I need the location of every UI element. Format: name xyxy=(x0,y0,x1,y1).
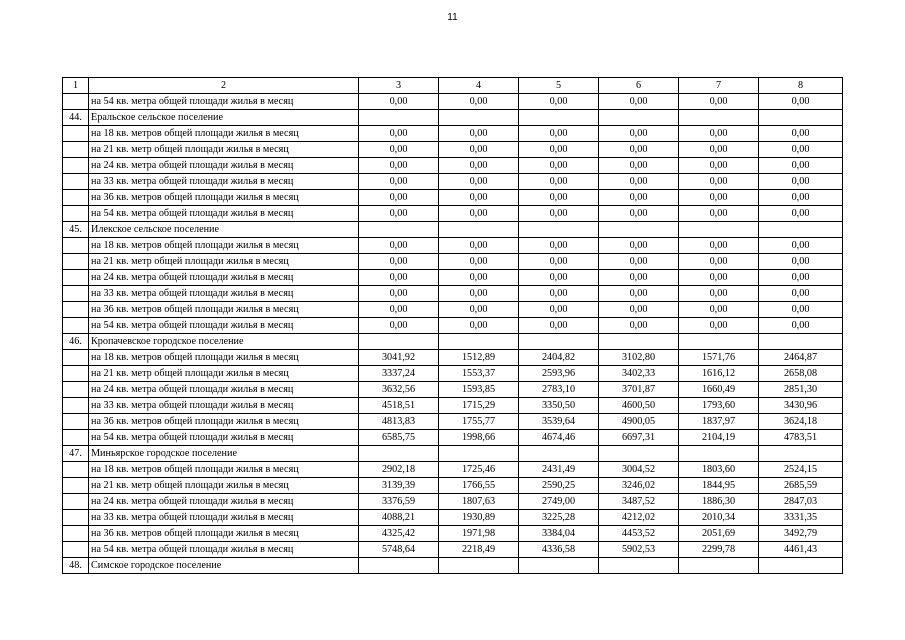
value-cell: 0,00 xyxy=(439,174,519,190)
header-cell: 4 xyxy=(439,78,519,94)
value-cell: 0,00 xyxy=(599,126,679,142)
value-cell: 0,00 xyxy=(359,302,439,318)
value-cell: 0,00 xyxy=(519,126,599,142)
section-row xyxy=(63,222,843,238)
section-number: 46. xyxy=(63,334,89,350)
value-cell: 3624,18 xyxy=(759,414,843,430)
value-cell: 1803,60 xyxy=(679,462,759,478)
empty-cell xyxy=(599,222,679,238)
value-cell: 0,00 xyxy=(439,126,519,142)
value-cell: 0,00 xyxy=(759,158,843,174)
value-cell: 6585,75 xyxy=(359,430,439,446)
value-cell: 2749,00 xyxy=(519,494,599,510)
value-cell: 3402,33 xyxy=(599,366,679,382)
value-cell: 1755,77 xyxy=(439,414,519,430)
value-cell: 3632,56 xyxy=(359,382,439,398)
empty-cell xyxy=(359,334,439,350)
row-label: на 36 кв. метров общей площади жилья в месяц xyxy=(89,526,359,542)
value-cell: 3004,52 xyxy=(599,462,679,478)
header-cell: 8 xyxy=(759,78,843,94)
value-cell: 0,00 xyxy=(519,286,599,302)
value-cell: 0,00 xyxy=(759,94,843,110)
value-cell: 0,00 xyxy=(599,158,679,174)
value-cell: 4813,83 xyxy=(359,414,439,430)
row-number-cell xyxy=(63,126,89,142)
value-cell: 0,00 xyxy=(599,94,679,110)
value-cell: 0,00 xyxy=(439,158,519,174)
row-number-cell xyxy=(63,318,89,334)
value-cell: 3337,24 xyxy=(359,366,439,382)
value-cell: 0,00 xyxy=(359,254,439,270)
value-cell: 2524,15 xyxy=(759,462,843,478)
empty-cell xyxy=(519,446,599,462)
value-cell: 2902,18 xyxy=(359,462,439,478)
value-cell: 2851,30 xyxy=(759,382,843,398)
row-number-cell xyxy=(63,398,89,414)
empty-cell xyxy=(599,110,679,126)
value-cell: 3102,80 xyxy=(599,350,679,366)
row-label: на 54 кв. метра общей площади жилья в месяц xyxy=(89,318,359,334)
row-number-cell xyxy=(63,190,89,206)
section-row xyxy=(63,334,843,350)
empty-cell xyxy=(359,110,439,126)
section-title: Еральское сельское поселение xyxy=(89,110,359,126)
row-label: на 18 кв. метров общей площади жилья в месяц xyxy=(89,350,359,366)
empty-cell xyxy=(679,222,759,238)
row-number-cell xyxy=(63,94,89,110)
empty-cell xyxy=(759,446,843,462)
value-cell: 4088,21 xyxy=(359,510,439,526)
value-cell: 0,00 xyxy=(439,270,519,286)
empty-cell xyxy=(759,222,843,238)
value-cell: 0,00 xyxy=(759,254,843,270)
value-cell: 0,00 xyxy=(359,270,439,286)
table-row xyxy=(63,238,843,254)
value-cell: 0,00 xyxy=(519,158,599,174)
value-cell: 0,00 xyxy=(759,190,843,206)
value-cell: 5902,53 xyxy=(599,542,679,558)
value-cell: 0,00 xyxy=(439,254,519,270)
empty-cell xyxy=(439,334,519,350)
value-cell: 0,00 xyxy=(519,238,599,254)
value-cell: 0,00 xyxy=(439,302,519,318)
table-row xyxy=(63,398,843,414)
tariff-table xyxy=(62,77,843,574)
table-row xyxy=(63,462,843,478)
row-label: на 36 кв. метров общей площади жилья в месяц xyxy=(89,302,359,318)
header-row xyxy=(63,78,843,94)
value-cell: 0,00 xyxy=(519,270,599,286)
row-label: на 21 кв. метр общей площади жилья в месяц xyxy=(89,254,359,270)
value-cell: 1930,89 xyxy=(439,510,519,526)
row-number-cell xyxy=(63,174,89,190)
table-row xyxy=(63,142,843,158)
value-cell: 3376,59 xyxy=(359,494,439,510)
value-cell: 2590,25 xyxy=(519,478,599,494)
row-number-cell xyxy=(63,382,89,398)
value-cell: 0,00 xyxy=(359,158,439,174)
value-cell: 3701,87 xyxy=(599,382,679,398)
row-label: на 33 кв. метра общей площади жилья в месяц xyxy=(89,174,359,190)
value-cell: 0,00 xyxy=(359,190,439,206)
row-label: на 36 кв. метров общей площади жилья в месяц xyxy=(89,414,359,430)
table-row xyxy=(63,542,843,558)
value-cell: 4600,50 xyxy=(599,398,679,414)
row-label: на 21 кв. метр общей площади жилья в месяц xyxy=(89,142,359,158)
row-number-cell xyxy=(63,254,89,270)
empty-cell xyxy=(519,558,599,574)
row-number-cell xyxy=(63,414,89,430)
empty-cell xyxy=(359,446,439,462)
empty-cell xyxy=(439,558,519,574)
value-cell: 1886,30 xyxy=(679,494,759,510)
value-cell: 1725,46 xyxy=(439,462,519,478)
table-row xyxy=(63,350,843,366)
value-cell: 0,00 xyxy=(599,174,679,190)
empty-cell xyxy=(359,222,439,238)
value-cell: 4336,58 xyxy=(519,542,599,558)
value-cell: 0,00 xyxy=(519,94,599,110)
row-label: на 36 кв. метров общей площади жилья в месяц xyxy=(89,190,359,206)
table-row xyxy=(63,430,843,446)
value-cell: 0,00 xyxy=(599,302,679,318)
table-row xyxy=(63,526,843,542)
value-cell: 3384,04 xyxy=(519,526,599,542)
value-cell: 3225,28 xyxy=(519,510,599,526)
table-row xyxy=(63,286,843,302)
table-row xyxy=(63,126,843,142)
value-cell: 0,00 xyxy=(439,238,519,254)
empty-cell xyxy=(759,558,843,574)
value-cell: 2783,10 xyxy=(519,382,599,398)
value-cell: 2404,82 xyxy=(519,350,599,366)
table-row xyxy=(63,206,843,222)
row-number-cell xyxy=(63,478,89,494)
value-cell: 0,00 xyxy=(439,142,519,158)
value-cell: 1571,76 xyxy=(679,350,759,366)
row-number-cell xyxy=(63,510,89,526)
table-row xyxy=(63,366,843,382)
table-row xyxy=(63,270,843,286)
value-cell: 0,00 xyxy=(519,174,599,190)
value-cell: 0,00 xyxy=(359,94,439,110)
value-cell: 0,00 xyxy=(359,174,439,190)
value-cell: 4461,43 xyxy=(759,542,843,558)
empty-cell xyxy=(359,558,439,574)
value-cell: 0,00 xyxy=(519,302,599,318)
header-cell: 7 xyxy=(679,78,759,94)
value-cell: 3430,96 xyxy=(759,398,843,414)
value-cell: 1553,37 xyxy=(439,366,519,382)
value-cell: 3487,52 xyxy=(599,494,679,510)
empty-cell xyxy=(679,446,759,462)
value-cell: 2658,08 xyxy=(759,366,843,382)
value-cell: 0,00 xyxy=(599,190,679,206)
section-row xyxy=(63,558,843,574)
row-label: на 54 кв. метра общей площади жилья в месяц xyxy=(89,430,359,446)
empty-cell xyxy=(599,446,679,462)
empty-cell xyxy=(679,110,759,126)
table-row xyxy=(63,254,843,270)
value-cell: 0,00 xyxy=(599,318,679,334)
row-label: на 54 кв. метра общей площади жилья в месяц xyxy=(89,94,359,110)
value-cell: 0,00 xyxy=(599,206,679,222)
table-row xyxy=(63,190,843,206)
value-cell: 0,00 xyxy=(519,142,599,158)
value-cell: 0,00 xyxy=(679,142,759,158)
value-cell: 0,00 xyxy=(439,94,519,110)
row-label: на 33 кв. метра общей площади жилья в месяц xyxy=(89,398,359,414)
value-cell: 3246,02 xyxy=(599,478,679,494)
value-cell: 0,00 xyxy=(599,286,679,302)
row-label: на 18 кв. метров общей площади жилья в месяц xyxy=(89,462,359,478)
row-label: на 24 кв. метра общей площади жилья в месяц xyxy=(89,494,359,510)
value-cell: 0,00 xyxy=(679,158,759,174)
value-cell: 4212,02 xyxy=(599,510,679,526)
section-title: Кропачевское городское поселение xyxy=(89,334,359,350)
value-cell: 0,00 xyxy=(519,318,599,334)
value-cell: 0,00 xyxy=(759,126,843,142)
value-cell: 4783,51 xyxy=(759,430,843,446)
value-cell: 0,00 xyxy=(759,142,843,158)
value-cell: 2593,96 xyxy=(519,366,599,382)
value-cell: 0,00 xyxy=(439,286,519,302)
empty-cell xyxy=(599,334,679,350)
table-row xyxy=(63,318,843,334)
value-cell: 0,00 xyxy=(519,206,599,222)
row-label: на 24 кв. метра общей площади жилья в месяц xyxy=(89,382,359,398)
value-cell: 1793,60 xyxy=(679,398,759,414)
value-cell: 2010,34 xyxy=(679,510,759,526)
row-number-cell xyxy=(63,350,89,366)
header-cell: 5 xyxy=(519,78,599,94)
row-label: на 54 кв. метра общей площади жилья в месяц xyxy=(89,542,359,558)
empty-cell xyxy=(519,222,599,238)
row-number-cell xyxy=(63,366,89,382)
section-title: Симское городское поселение xyxy=(89,558,359,574)
value-cell: 0,00 xyxy=(679,174,759,190)
value-cell: 0,00 xyxy=(679,126,759,142)
row-number-cell xyxy=(63,142,89,158)
table-row xyxy=(63,174,843,190)
value-cell: 2218,49 xyxy=(439,542,519,558)
value-cell: 3041,92 xyxy=(359,350,439,366)
value-cell: 0,00 xyxy=(439,318,519,334)
header-cell: 2 xyxy=(89,78,359,94)
section-row xyxy=(63,446,843,462)
table-row xyxy=(63,414,843,430)
value-cell: 0,00 xyxy=(759,206,843,222)
value-cell: 2104,19 xyxy=(679,430,759,446)
table-row xyxy=(63,382,843,398)
value-cell: 0,00 xyxy=(759,174,843,190)
value-cell: 2847,03 xyxy=(759,494,843,510)
value-cell: 1766,55 xyxy=(439,478,519,494)
value-cell: 1837,97 xyxy=(679,414,759,430)
value-cell: 0,00 xyxy=(679,286,759,302)
value-cell: 0,00 xyxy=(679,190,759,206)
row-number-cell xyxy=(63,494,89,510)
value-cell: 0,00 xyxy=(759,302,843,318)
row-number-cell xyxy=(63,238,89,254)
value-cell: 3539,64 xyxy=(519,414,599,430)
value-cell: 0,00 xyxy=(359,318,439,334)
value-cell: 0,00 xyxy=(599,254,679,270)
value-cell: 0,00 xyxy=(599,238,679,254)
table-row xyxy=(63,158,843,174)
value-cell: 0,00 xyxy=(599,142,679,158)
row-label: на 18 кв. метров общей площади жилья в месяц xyxy=(89,238,359,254)
value-cell: 0,00 xyxy=(679,318,759,334)
empty-cell xyxy=(439,222,519,238)
value-cell: 0,00 xyxy=(519,254,599,270)
row-number-cell xyxy=(63,270,89,286)
value-cell: 6697,31 xyxy=(599,430,679,446)
value-cell: 0,00 xyxy=(759,270,843,286)
value-cell: 0,00 xyxy=(359,238,439,254)
row-number-cell xyxy=(63,206,89,222)
empty-cell xyxy=(679,334,759,350)
row-number-cell xyxy=(63,158,89,174)
value-cell: 1807,63 xyxy=(439,494,519,510)
row-number-cell xyxy=(63,286,89,302)
row-label: на 24 кв. метра общей площади жилья в месяц xyxy=(89,158,359,174)
empty-cell xyxy=(679,558,759,574)
value-cell: 4325,42 xyxy=(359,526,439,542)
row-label: на 33 кв. метра общей площади жилья в месяц xyxy=(89,510,359,526)
value-cell: 0,00 xyxy=(759,286,843,302)
value-cell: 3350,50 xyxy=(519,398,599,414)
value-cell: 2299,78 xyxy=(679,542,759,558)
value-cell: 1844,95 xyxy=(679,478,759,494)
value-cell: 2464,87 xyxy=(759,350,843,366)
table-row xyxy=(63,302,843,318)
header-cell: 1 xyxy=(63,78,89,94)
row-number-cell xyxy=(63,302,89,318)
value-cell: 0,00 xyxy=(759,318,843,334)
value-cell: 0,00 xyxy=(679,302,759,318)
section-number: 45. xyxy=(63,222,89,238)
row-label: на 24 кв. метра общей площади жилья в месяц xyxy=(89,270,359,286)
value-cell: 0,00 xyxy=(599,270,679,286)
row-label: на 21 кв. метр общей площади жилья в месяц xyxy=(89,366,359,382)
table-body xyxy=(63,78,843,574)
value-cell: 0,00 xyxy=(359,126,439,142)
empty-cell xyxy=(599,558,679,574)
section-title: Илекское сельское поселение xyxy=(89,222,359,238)
section-title: Миньярское городское поселение xyxy=(89,446,359,462)
section-row xyxy=(63,110,843,126)
value-cell: 1660,49 xyxy=(679,382,759,398)
value-cell: 0,00 xyxy=(439,190,519,206)
value-cell: 1971,98 xyxy=(439,526,519,542)
row-number-cell xyxy=(63,462,89,478)
empty-cell xyxy=(759,110,843,126)
value-cell: 0,00 xyxy=(439,206,519,222)
value-cell: 1593,85 xyxy=(439,382,519,398)
value-cell: 2051,69 xyxy=(679,526,759,542)
value-cell: 1998,66 xyxy=(439,430,519,446)
value-cell: 0,00 xyxy=(679,238,759,254)
value-cell: 0,00 xyxy=(759,238,843,254)
value-cell: 4453,52 xyxy=(599,526,679,542)
table-row xyxy=(63,494,843,510)
row-label: на 54 кв. метра общей площади жилья в месяц xyxy=(89,206,359,222)
value-cell: 0,00 xyxy=(679,206,759,222)
value-cell: 0,00 xyxy=(359,286,439,302)
row-label: на 21 кв. метр общей площади жилья в месяц xyxy=(89,478,359,494)
row-label: на 33 кв. метра общей площади жилья в месяц xyxy=(89,286,359,302)
value-cell: 0,00 xyxy=(359,142,439,158)
empty-cell xyxy=(759,334,843,350)
section-number: 48. xyxy=(63,558,89,574)
empty-cell xyxy=(519,110,599,126)
value-cell: 2431,49 xyxy=(519,462,599,478)
value-cell: 1715,29 xyxy=(439,398,519,414)
value-cell: 0,00 xyxy=(679,94,759,110)
header-cell: 3 xyxy=(359,78,439,94)
page-number: 11 xyxy=(447,12,458,23)
value-cell: 2685,59 xyxy=(759,478,843,494)
value-cell: 5748,64 xyxy=(359,542,439,558)
value-cell: 1512,89 xyxy=(439,350,519,366)
value-cell: 0,00 xyxy=(679,270,759,286)
value-cell: 3331,35 xyxy=(759,510,843,526)
value-cell: 0,00 xyxy=(359,206,439,222)
value-cell: 4518,51 xyxy=(359,398,439,414)
value-cell: 3492,79 xyxy=(759,526,843,542)
value-cell: 0,00 xyxy=(679,254,759,270)
row-number-cell xyxy=(63,430,89,446)
row-number-cell xyxy=(63,542,89,558)
table-row xyxy=(63,94,843,110)
section-number: 47. xyxy=(63,446,89,462)
value-cell: 0,00 xyxy=(519,190,599,206)
empty-cell xyxy=(439,110,519,126)
value-cell: 3139,39 xyxy=(359,478,439,494)
empty-cell xyxy=(519,334,599,350)
value-cell: 4900,05 xyxy=(599,414,679,430)
row-label: на 18 кв. метров общей площади жилья в месяц xyxy=(89,126,359,142)
value-cell: 4674,46 xyxy=(519,430,599,446)
table-row xyxy=(63,478,843,494)
table-row xyxy=(63,510,843,526)
value-cell: 1616,12 xyxy=(679,366,759,382)
section-number: 44. xyxy=(63,110,89,126)
header-cell: 6 xyxy=(599,78,679,94)
row-number-cell xyxy=(63,526,89,542)
empty-cell xyxy=(439,446,519,462)
